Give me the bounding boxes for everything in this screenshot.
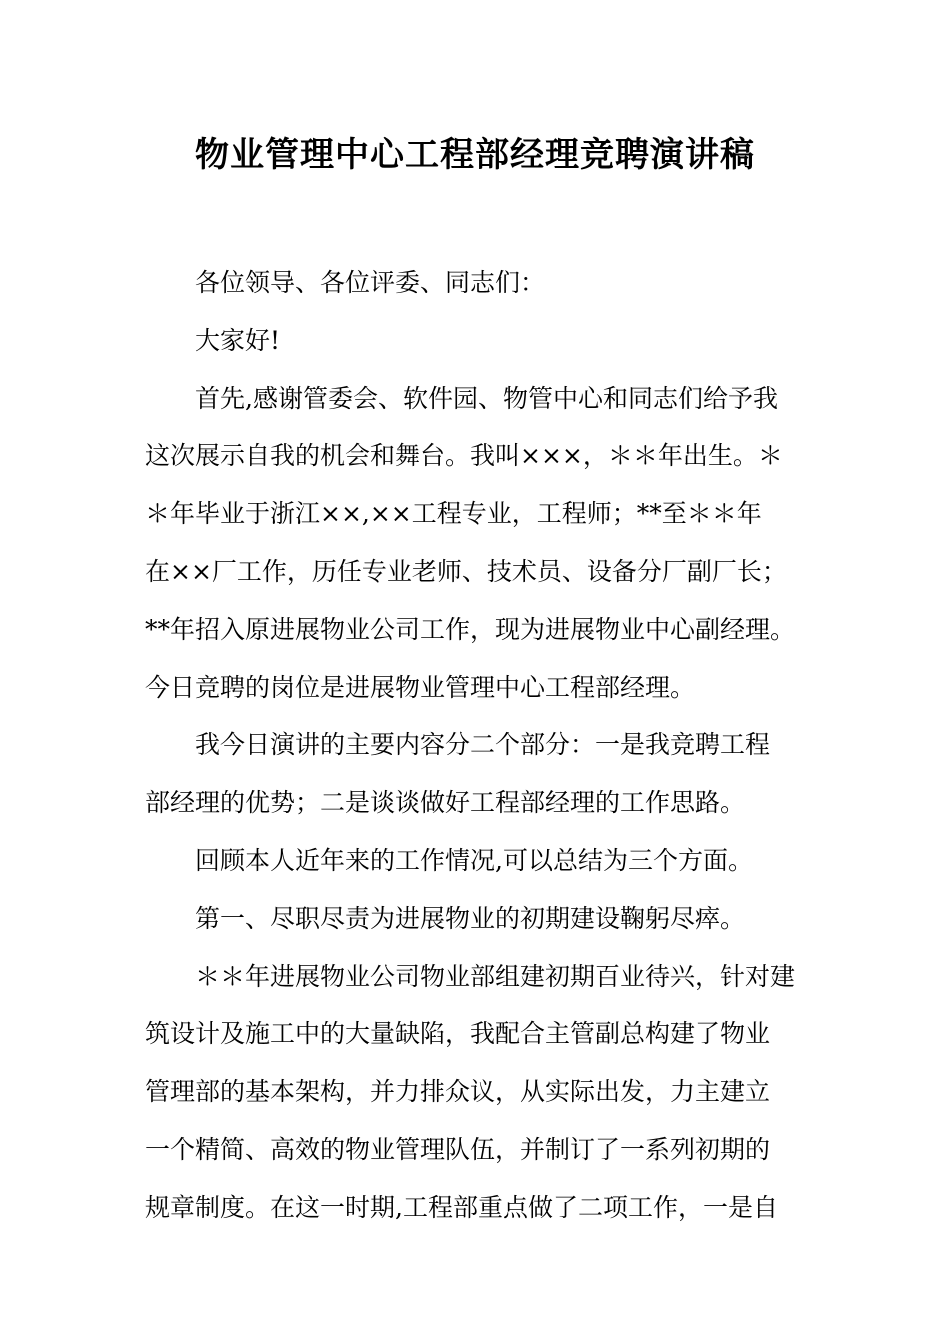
body-line: ＊＊年进展物业公司物业部组建初期百业待兴，针对建 bbox=[195, 961, 796, 991]
body-line: 第一、尽职尽责为进展物业的初期建设鞠躬尽瘁。 bbox=[195, 903, 746, 933]
body-line: ＊年毕业于浙江××,××工程专业，工程师；**至＊＊年 bbox=[145, 499, 762, 529]
body-line: 筑设计及施工中的大量缺陷，我配合主管副总构建了物业 bbox=[145, 1019, 771, 1049]
body-line: 管理部的基本架构，并力排众议，从实际出发，力主建立 bbox=[145, 1077, 771, 1107]
body-line: **年招入原进展物业公司工作，现为进展物业中心副经理。 bbox=[145, 614, 796, 644]
body-line: 回顾本人近年来的工作情况,可以总结为三个方面。 bbox=[195, 845, 753, 875]
body-line: 首先,感谢管委会、软件园、物管中心和同志们给予我 bbox=[195, 383, 778, 413]
body-line: 部经理的优势；二是谈谈做好工程部经理的工作思路。 bbox=[145, 788, 746, 818]
body-line: 各位领导、各位评委、同志们： bbox=[195, 268, 546, 297]
body-line: 我今日演讲的主要内容分二个部分：一是我竞聘工程 bbox=[195, 730, 771, 760]
document-body bbox=[145, 254, 825, 1237]
document-title: 物业管理中心工程部经理竞聘演讲稿 bbox=[195, 135, 755, 175]
body-line: 规章制度。在这一时期,工程部重点做了二项工作，一是自 bbox=[145, 1192, 778, 1222]
body-line: 一个精简、高效的物业管理队伍，并制订了一系列初期的 bbox=[145, 1134, 771, 1164]
body-line: 大家好! bbox=[195, 325, 281, 355]
body-line: 今日竞聘的岗位是进展物业管理中心工程部经理。 bbox=[145, 672, 696, 702]
body-line: 这次展示自我的机会和舞台。我叫×××，＊＊年出生。＊ bbox=[145, 441, 783, 471]
body-line: 在××厂工作，历任专业老师、技术员、设备分厂副厂长； bbox=[145, 556, 787, 586]
